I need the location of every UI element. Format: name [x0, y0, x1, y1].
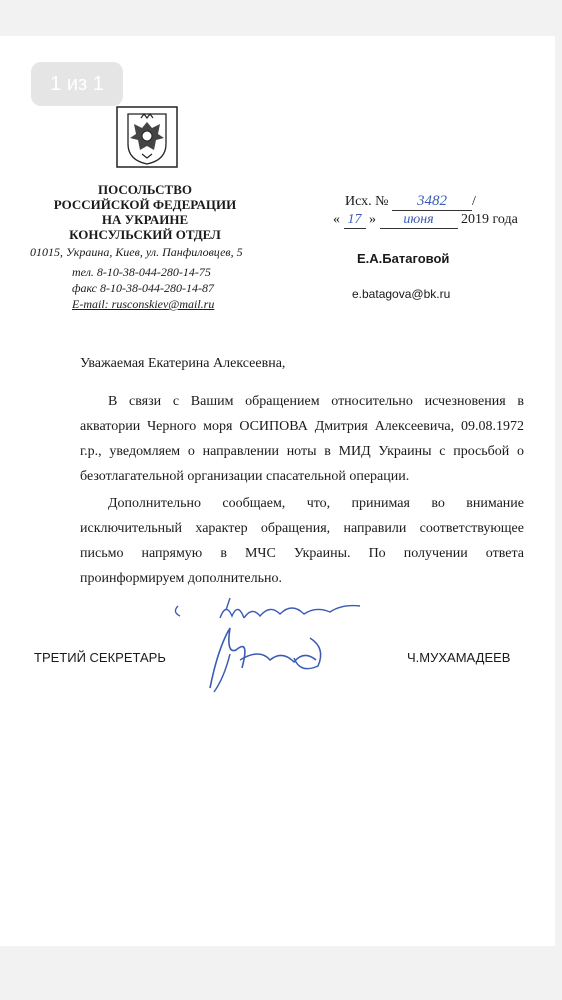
signatory-name: Ч.МУХАМАДЕЕВ	[407, 650, 511, 665]
recipient-email: e.batagova@bk.ru	[352, 287, 451, 301]
embassy-heading-line1: ПОСОЛЬСТВО	[97, 182, 193, 197]
viewer-bottom-bar	[0, 946, 562, 1000]
outgoing-number	[345, 193, 476, 211]
embassy-heading-line4: КОНСУЛЬСКИЙ ОТДЕЛ	[69, 227, 221, 242]
handwritten-note-icon	[170, 588, 370, 698]
paragraph-1-text: В связи с Вашим обращением относительно исчезновения в акватории Черного моря ОСИПОВА Дмитрия Алексеевича, 09.08.1972 г.р., уведомляем о направлении ноты в МИД Украины с просьбой о безотлагательной организации спасательной операции.	[80, 394, 524, 484]
date-open-quote: «	[333, 212, 340, 227]
date-month: июня	[380, 212, 458, 229]
date-close-quote: »	[369, 212, 376, 227]
date-year: 2019 года	[461, 212, 518, 227]
outgoing-date	[333, 212, 518, 229]
page-counter-badge: 1 из 1	[31, 62, 123, 106]
outgoing-number-prefix: Исх. №	[345, 194, 389, 209]
outgoing-number-slash: /	[472, 194, 476, 209]
recipient-name: Е.А.Батаговой	[357, 251, 450, 266]
letter-paragraph-1	[80, 389, 524, 489]
embassy-phone: тел. 8-10-38-044-280-14-75	[72, 265, 211, 279]
signatory-position: ТРЕТИЙ СЕКРЕТАРЬ	[34, 650, 166, 665]
embassy-heading-line2: РОССИЙСКОЙ ФЕДЕРАЦИИ	[53, 197, 237, 212]
date-day: 17	[344, 212, 366, 229]
embassy-fax: факс 8-10-38-044-280-14-87	[72, 281, 214, 295]
embassy-heading-line3: НА УКРАИНЕ	[101, 212, 189, 227]
embassy-email: E-mail: rusconskiev@mail.ru	[72, 297, 215, 311]
paragraph-2-text: Дополнительно сообщаем, что, принимая во внимание исключительный характер обращения, направили соответствующее письмо напрямую в МЧС Украины. По получении ответа проинформируем дополнительно.	[80, 496, 524, 586]
outgoing-number-value: 3482	[392, 193, 472, 211]
embassy-address: 01015, Украина, Киев, ул. Панфиловцев, 5	[30, 245, 243, 259]
letter-greeting: Уважаемая Екатерина Алексеевна,	[80, 356, 286, 371]
letter-paragraph-2	[80, 491, 524, 591]
viewer-top-bar	[0, 0, 562, 36]
coat-of-arms-icon	[114, 104, 180, 170]
